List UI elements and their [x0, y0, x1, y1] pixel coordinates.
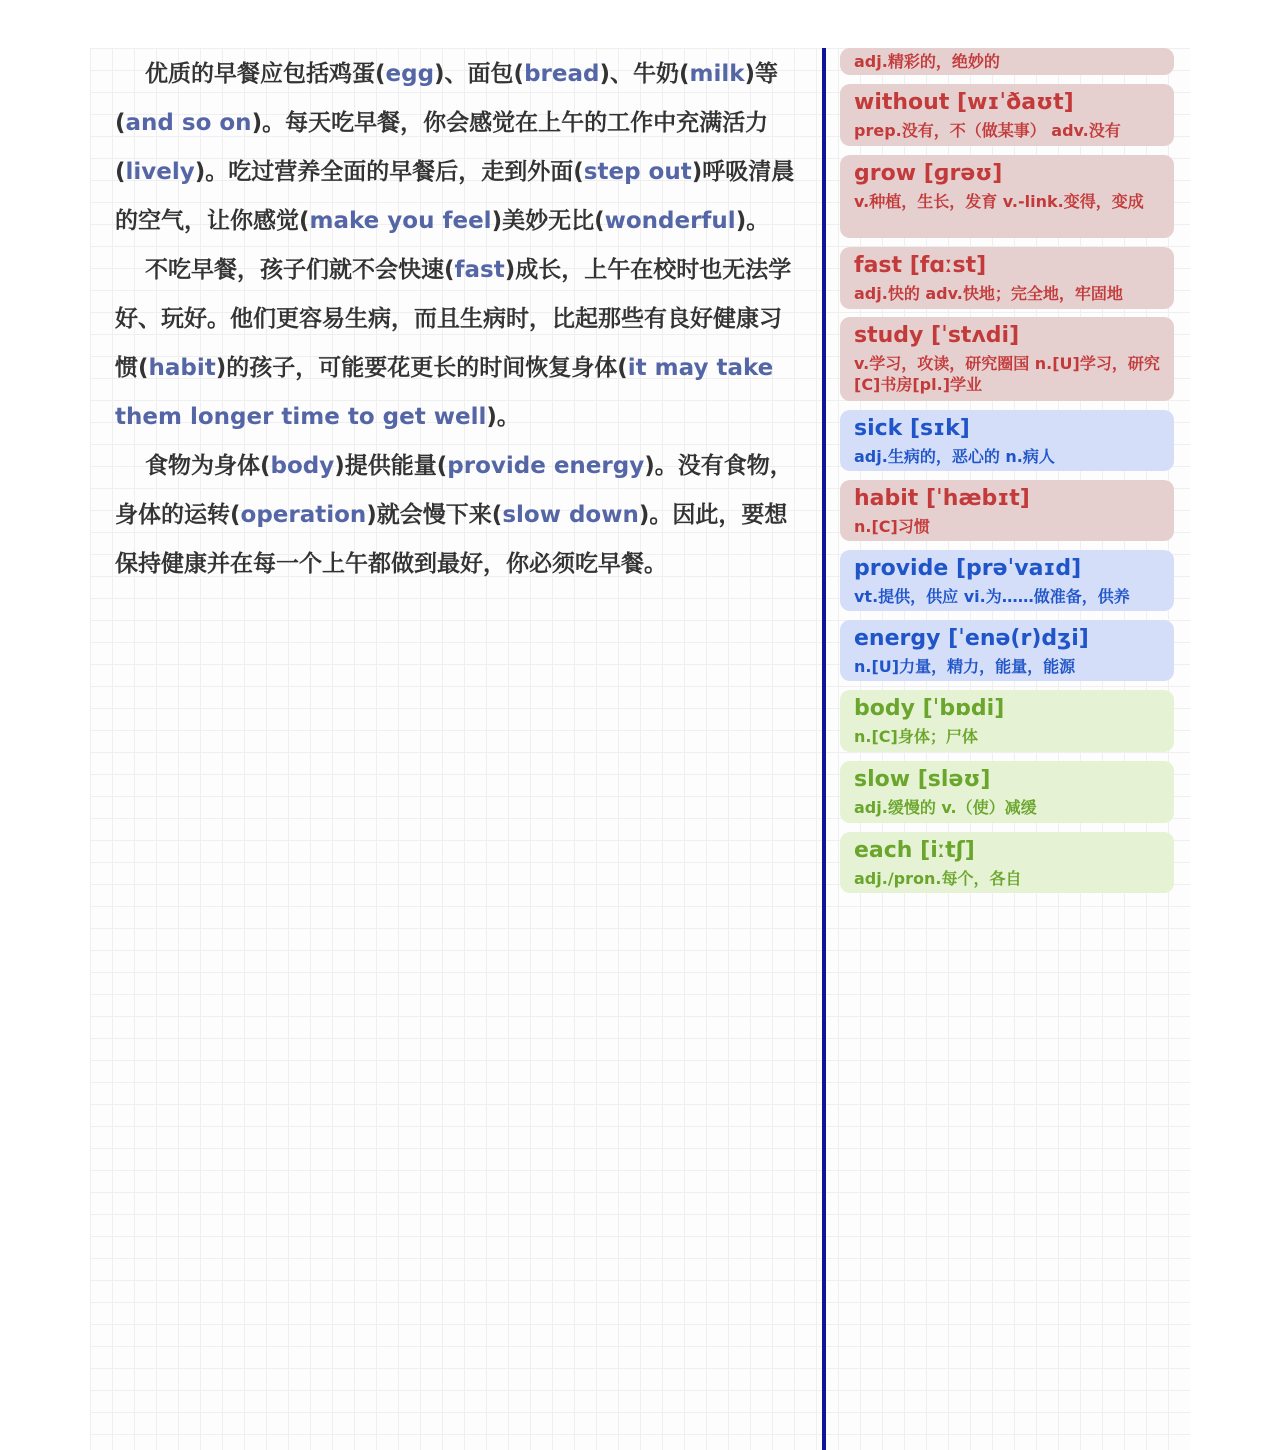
english-phrase: and so on: [125, 110, 252, 136]
vocab-phonetic: [iːtʃ]: [920, 838, 975, 863]
vocab-word: without: [854, 90, 950, 115]
english-phrase: bread: [524, 61, 600, 87]
english-phrase: make you feel: [309, 208, 492, 234]
vocab-word: study: [854, 323, 924, 348]
english-phrase: milk: [689, 61, 745, 87]
column-divider: [822, 48, 826, 1450]
vocab-phonetic: [prəˈvaɪd]: [955, 556, 1082, 581]
vocab-word: sick: [854, 416, 903, 441]
chinese-text: )的孩子，可能要花更长的时间恢复身体(: [215, 355, 628, 381]
vocab-definition: adj.生病的，恶心的 n.病人: [854, 447, 1055, 466]
vocab-phonetic: [ˈbɒdi]: [922, 696, 1005, 721]
chinese-text: )成长，上午在校时也无法学好、玩好。他们更容易生病，而且生病时，比起那些有良好健康习惯(: [115, 257, 792, 381]
vocab-definition: n.[C]身体；尸体: [854, 727, 978, 746]
article-paragraph: [115, 442, 795, 589]
vocab-word: habit: [854, 486, 919, 511]
vocab-card: [840, 620, 1174, 681]
vocab-card: [840, 550, 1174, 611]
vocab-card: [840, 410, 1174, 471]
vocab-word: grow: [854, 161, 917, 186]
vocab-phonetic: [ˈstʌdi]: [931, 323, 1020, 348]
vocab-definition: adj.缓慢的 v.（使）减缓: [854, 798, 1037, 817]
chinese-text: )。: [486, 404, 520, 430]
vocab-card: [840, 317, 1174, 401]
vocab-card: [840, 480, 1174, 541]
vocab-phonetic: [ˈhæbɪt]: [926, 486, 1030, 511]
vocab-definition: n.[C]习惯: [854, 517, 930, 536]
vocab-definition: prep.没有，不（做某事） adv.没有: [854, 121, 1121, 140]
english-phrase: fast: [454, 257, 505, 283]
chinese-text: 食物为身体(: [145, 453, 271, 479]
chinese-text: )美妙无比(: [491, 208, 605, 234]
vocab-definition: adj.快的 adv.快地；完全地，牢固地: [854, 284, 1123, 303]
vocab-phonetic: [wɪˈðaʊt]: [957, 90, 1074, 115]
chinese-text: 不吃早餐，孩子们就不会快速(: [145, 257, 455, 283]
article-text: [115, 50, 795, 589]
vocab-word: energy: [854, 626, 941, 651]
vocab-card: [840, 84, 1174, 146]
vocab-definition: n.[U]力量，精力，能量，能源: [854, 657, 1076, 676]
english-phrase: step out: [583, 159, 692, 185]
article-paragraph: [115, 246, 795, 442]
chinese-text: )等(: [115, 61, 779, 136]
vocab-card: [840, 761, 1174, 823]
english-phrase: provide energy: [447, 453, 645, 479]
chinese-text: )。: [735, 208, 770, 234]
vocab-card: [840, 832, 1174, 893]
vocab-card: [840, 155, 1174, 238]
english-phrase: wonderful: [604, 208, 736, 234]
vocab-phonetic: [fɑːst]: [909, 253, 987, 278]
vocab-phonetic: [sləʊ]: [917, 767, 991, 792]
english-phrase: lively: [125, 159, 195, 185]
chinese-text: )。吃过营养全面的早餐后，走到外面(: [194, 159, 584, 185]
vocab-word: body: [854, 696, 915, 721]
chinese-text: )、面包(: [434, 61, 525, 87]
vocab-definition: vt.提供，供应 vi.为……做准备，供养: [854, 587, 1130, 606]
english-phrase: body: [270, 453, 335, 479]
vocab-definition: adj./pron.每个，各自: [854, 869, 1022, 888]
vocab-word: fast: [854, 253, 903, 278]
english-phrase: operation: [240, 502, 367, 528]
vocab-definition: v.学习，攻读，研究圈国 n.[U]学习，研究[C]书房[pl.]学业: [854, 354, 1160, 394]
chinese-text: )、牛奶(: [599, 61, 690, 87]
vocab-definition: adj.精彩的，绝妙的: [854, 52, 1000, 71]
english-phrase: slow down: [502, 502, 639, 528]
vocab-word: provide: [854, 556, 949, 581]
vocab-card: [840, 690, 1174, 752]
chinese-text: )。因此，要想保持健康并在每一个上午都做到最好，你必须吃早餐。: [115, 502, 788, 577]
vocab-card: [840, 247, 1174, 309]
vocab-phonetic: [ˈenə(r)dʒi]: [948, 626, 1089, 651]
vocab-word: each: [854, 838, 913, 863]
article-paragraph: [115, 50, 795, 246]
chinese-text: )提供能量(: [334, 453, 448, 479]
chinese-text: )。没有食物，身体的运转(: [115, 453, 793, 528]
english-phrase: habit: [148, 355, 216, 381]
vocab-definition: v.种植，生长，发育 v.-link.变得，变成: [854, 192, 1144, 211]
vocab-word: slow: [854, 767, 911, 792]
chinese-text: )呼吸清晨的空气，让你感觉(: [115, 159, 795, 234]
vocab-phonetic: [sɪk]: [909, 416, 970, 441]
english-phrase: it may take them longer time to get well: [115, 355, 774, 430]
vocab-phonetic: [ɡrəʊ]: [923, 161, 1003, 186]
vocab-card: [840, 48, 1174, 75]
english-phrase: egg: [385, 61, 435, 87]
chinese-text: )。每天吃早餐，你会感觉在上午的工作中充满活力(: [115, 110, 769, 185]
chinese-text: 优质的早餐应包括鸡蛋(: [145, 61, 386, 87]
chinese-text: )就会慢下来(: [366, 502, 503, 528]
